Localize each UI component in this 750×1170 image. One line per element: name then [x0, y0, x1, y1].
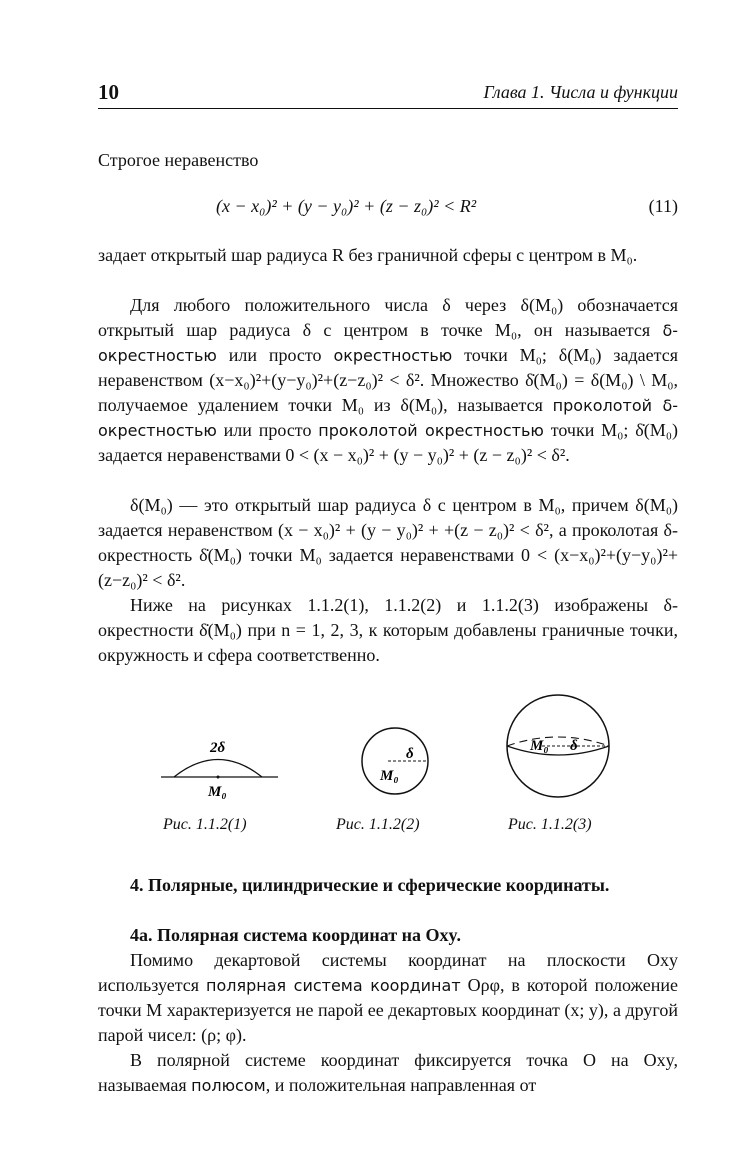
equator-front: [507, 746, 609, 755]
interval-arc: [174, 760, 262, 778]
term-punctured-delta-neighborhood: проколотой δ-окрестностью: [98, 396, 678, 440]
fig2-center-label: M₀: [380, 768, 399, 784]
figure-2-caption: Рис. 1.1.2(2): [336, 816, 420, 833]
text-run: Помимо декартовой системы координат на плоскости Oxy используется: [98, 950, 678, 995]
page-number: 10: [98, 80, 119, 104]
page-header: [98, 78, 678, 109]
chapter-title: Глава 1. Числа и функции: [483, 82, 678, 102]
paragraph-neighborhood: [98, 293, 678, 468]
paragraph-intro: Строгое неравенство: [98, 150, 259, 170]
fig1-bottom-label: M₀: [208, 784, 227, 800]
figure-1-diagram: [158, 730, 282, 802]
text-run: или просто: [216, 345, 334, 365]
section-4-heading: 4. Полярные, цилиндрические и сферические координаты.: [130, 875, 610, 895]
paragraph-open-ball: задает открытый шар радиуса R без граничной сферы с центром в M₀.: [98, 245, 638, 265]
text-run: точки M₀; δ̇(M₀) задается неравенствами 0 < (x − x₀)² + (y − y₀)² + (z − z₀)² < δ².: [98, 420, 679, 465]
term-neighborhood: окрестностью: [333, 346, 453, 365]
fig2-radius-label: δ: [406, 746, 414, 762]
paragraph-ball-definition: δ(M₀) — это открытый шар радиуса δ с центром в M₀, причем δ(M₀) задается неравенством (x − x₀)² + (y − y₀)² + +(z − z₀)² < δ², а проколотая δ-окрестность δ̇(M₀) точки M₀ задается неравенствами 0 < (x−x₀)²+(y−y₀)²+(z−z₀)² < δ².: [98, 495, 678, 590]
paragraph-figures-intro: Ниже на рисунках 1.1.2(1), 1.1.2(2) и 1.1.2(3) изображены δ-окрестности δ̇(M₀) при n = 1, 2, 3, к которым добавлены граничные точки, окружность и сфера соответственно.: [98, 595, 678, 665]
term-polar-system: полярная система координат: [205, 976, 461, 995]
paragraph-pole: [98, 1048, 678, 1098]
figure-3-caption: Рис. 1.1.2(3): [508, 816, 592, 833]
formula-text: (x − x₀)² + (y − y₀)² + (z − z₀)² < R²: [216, 196, 477, 216]
figure-1-caption: Рис. 1.1.2(1): [163, 816, 247, 833]
formula-11: [98, 196, 678, 222]
term-delta-neighborhood: δ-окрестностью: [98, 321, 678, 365]
paragraph-polar-intro: [98, 948, 678, 1048]
fig3-center-label: M₀: [530, 738, 549, 754]
figure-3-diagram: [500, 688, 616, 804]
section-4a-heading: 4а. Полярная система координат на Oxy.: [130, 925, 462, 945]
text-run: , и положительная направленная от: [265, 1075, 537, 1095]
text-run: точки M₀; δ(M₀) задается неравенством (x−x₀)²+(y−y₀)²+(z−z₀)² < δ². Множество δ̇(M₀) = δ(M₀) \ M₀, получаемое удалением точки M₀ из δ(M₀), называется: [98, 345, 679, 415]
term-punctured-neighborhood: проколотой окрестностью: [318, 421, 544, 440]
equator-back: [507, 737, 609, 746]
center-point: [217, 776, 220, 779]
text-run: или просто: [216, 420, 319, 440]
term-pole: полюсом: [191, 1076, 266, 1095]
text-run: Для любого положительного числа δ через δ(M₀) обозначается открытый шар радиуса δ с центром в точке M₀, он называется: [98, 295, 678, 340]
fig3-radius-label: δ: [570, 738, 578, 754]
text-run: Oρφ, в которой положение точки M характеризуется не парой ее декартовых координат (x; y), а другой парой чисел: (ρ; φ).: [98, 975, 678, 1045]
figure-2-diagram: [356, 722, 434, 800]
text-run: В полярной системе координат фиксируется точка O на Oxy, называемая: [98, 1050, 678, 1095]
formula-number: (11): [648, 196, 678, 216]
fig1-top-label: 2δ: [210, 740, 226, 756]
